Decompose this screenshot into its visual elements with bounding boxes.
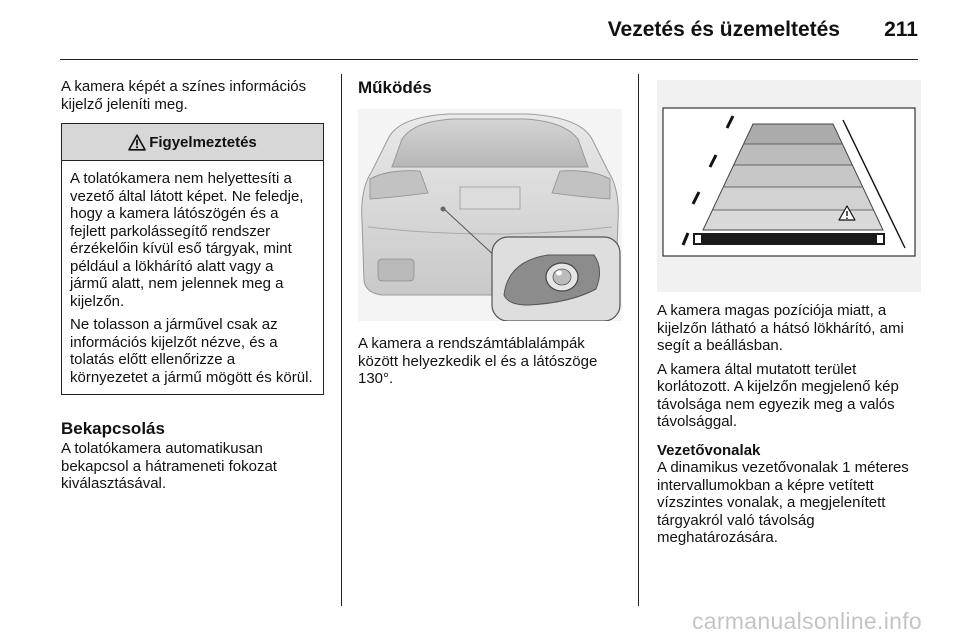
warning-paragraph-2: Ne tolasson a járművel csak az információs kijelzőt nézve, és a tolatás előtt ellenőrizze a környezetet a jármű mögött és körül. <box>70 316 313 386</box>
camera-area-text: A kamera által mutatott terület korlátozott. A kijelzőn megjelenő kép távolsága nem egyezik meg a valós távolsággal. <box>657 360 899 430</box>
column-divider-2 <box>638 74 639 606</box>
warning-header <box>62 124 323 161</box>
camera-position-text: A kamera magas pozíciója miatt, a kijelzőn látható a hátsó lökhárító, ami segít a beállásban. <box>657 302 904 354</box>
warning-title: Figyelmeztetés <box>149 133 257 151</box>
subtitle-vezetovonalak: Vezetővonalak <box>657 441 761 459</box>
warning-triangle-icon <box>128 134 146 151</box>
column-divider-1 <box>341 74 342 606</box>
column-1 <box>61 78 327 493</box>
column-2 <box>358 78 624 388</box>
intro-text: A kamera képét a színes információs kijelző jeleníti meg. <box>61 78 307 113</box>
warning-body <box>62 161 323 394</box>
section-text-bekapcsolas: A tolatókamera automatikusan bekapcsol a hátrameneti fokozat kiválasztásával. <box>61 440 277 492</box>
header-rule <box>60 59 918 60</box>
page-number: 211 <box>884 18 918 41</box>
warning-box <box>61 123 324 395</box>
watermark: carmanualsonline.info <box>691 608 922 634</box>
camera-display-guidelines-illustration <box>657 80 921 292</box>
guidelines-text: A dinamikus vezetővonalak 1 méteres intervallumokban a képre vetített vízszintes vonalak, a megjelenített tárgyakról való távolság meghatározására. <box>657 459 909 546</box>
header-title: Vezetés és üzemeltetés <box>607 18 840 41</box>
section-title-mukodes: Működés <box>358 78 432 97</box>
camera-position-caption: A kamera a rendszámtáblalámpák között helyezkedik el és a látószöge 130°. <box>358 335 598 387</box>
car-rear-camera-illustration <box>358 109 622 321</box>
warning-paragraph-1: A tolatókamera nem helyettesíti a vezető által látott képet. Ne feledje, hogy a kamera látószögén és a fejlett parkolássegítő rendszer érzékelőin kívül eső tárgyak, mint például a lökhárító alatt vagy a jármű alatt, nem jelennek meg a kijelzőn. <box>70 170 304 310</box>
column-3 <box>657 78 923 547</box>
section-title-bekapcsolas: Bekapcsolás <box>61 419 165 438</box>
